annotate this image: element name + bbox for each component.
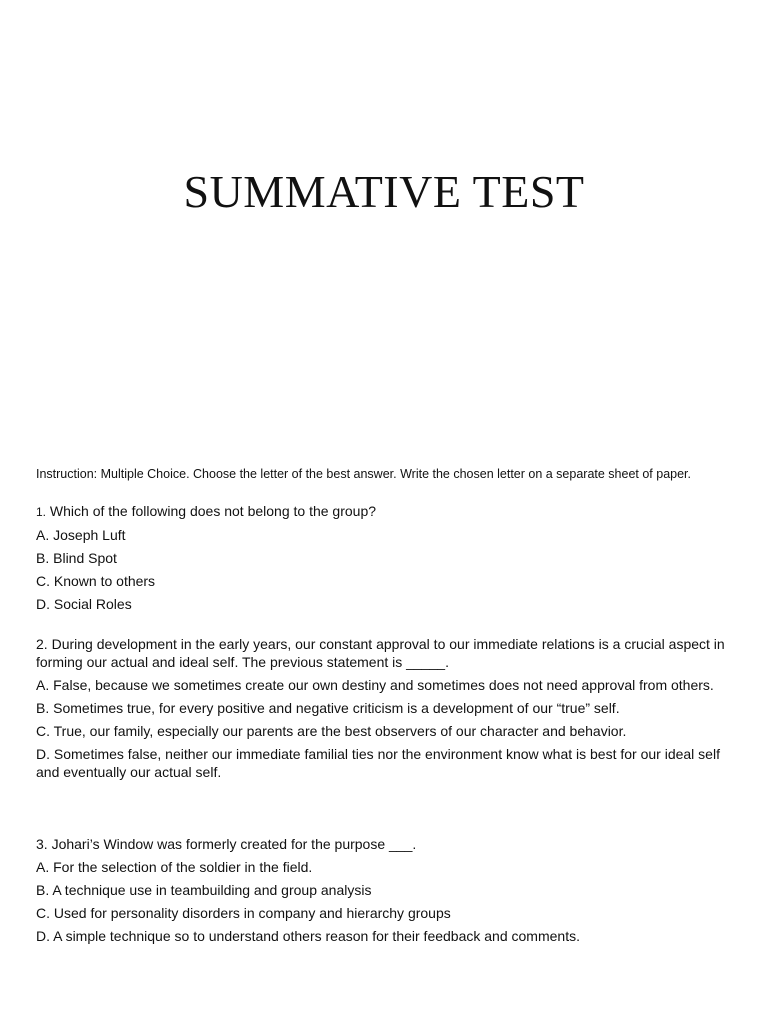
option-a: A. Joseph Luft: [36, 527, 126, 543]
option-b: B. A technique use in teambuilding and group analysis: [36, 882, 372, 898]
question-text: [36, 635, 732, 671]
question-text: [36, 835, 732, 853]
question-prompt: Johari’s Window was formerly created for the purpose ___.: [47, 836, 417, 852]
page-title: SUMMATIVE TEST: [183, 166, 585, 217]
option-c: C. Used for personality disorders in company and hierarchy groups: [36, 905, 451, 921]
question-2: [36, 635, 732, 781]
option-d: D. Sometimes false, neither our immediate familial ties nor the environment know what is best for our ideal self and eventually our actual self.: [36, 746, 720, 780]
option-c: C. Known to others: [36, 573, 156, 589]
question-number: 2.: [36, 636, 48, 652]
option-b: B. Sometimes true, for every positive and negative criticism is a development of our “true” self.: [36, 700, 620, 716]
option-d: D. A simple technique so to understand others reason for their feedback and comments.: [36, 928, 580, 944]
question-prompt: Which of the following does not belong to the group?: [46, 503, 377, 519]
option-a: A. False, because we sometimes create our own destiny and sometimes does not need approval from others.: [36, 677, 714, 693]
question-prompt: During development in the early years, our constant approval to our immediate relations is a crucial aspect in forming our actual and ideal self. The previous statement is _____.: [36, 636, 725, 670]
option-a: A. For the selection of the soldier in the field.: [36, 859, 313, 875]
question-number: 1.: [36, 505, 47, 519]
question-1: [36, 502, 732, 613]
option-b: B. Blind Spot: [36, 550, 117, 566]
question-text: [36, 502, 732, 521]
question-number: 3.: [36, 836, 48, 852]
instruction-text: Instruction: Multiple Choice. Choose the letter of the best answer. Write the chosen letter on a separate sheet of paper.: [36, 467, 692, 481]
option-c: C. True, our family, especially our parents are the best observers of our character and behavior.: [36, 723, 627, 739]
option-d: D. Social Roles: [36, 596, 132, 612]
test-content: [36, 466, 732, 950]
question-3: [36, 835, 732, 945]
